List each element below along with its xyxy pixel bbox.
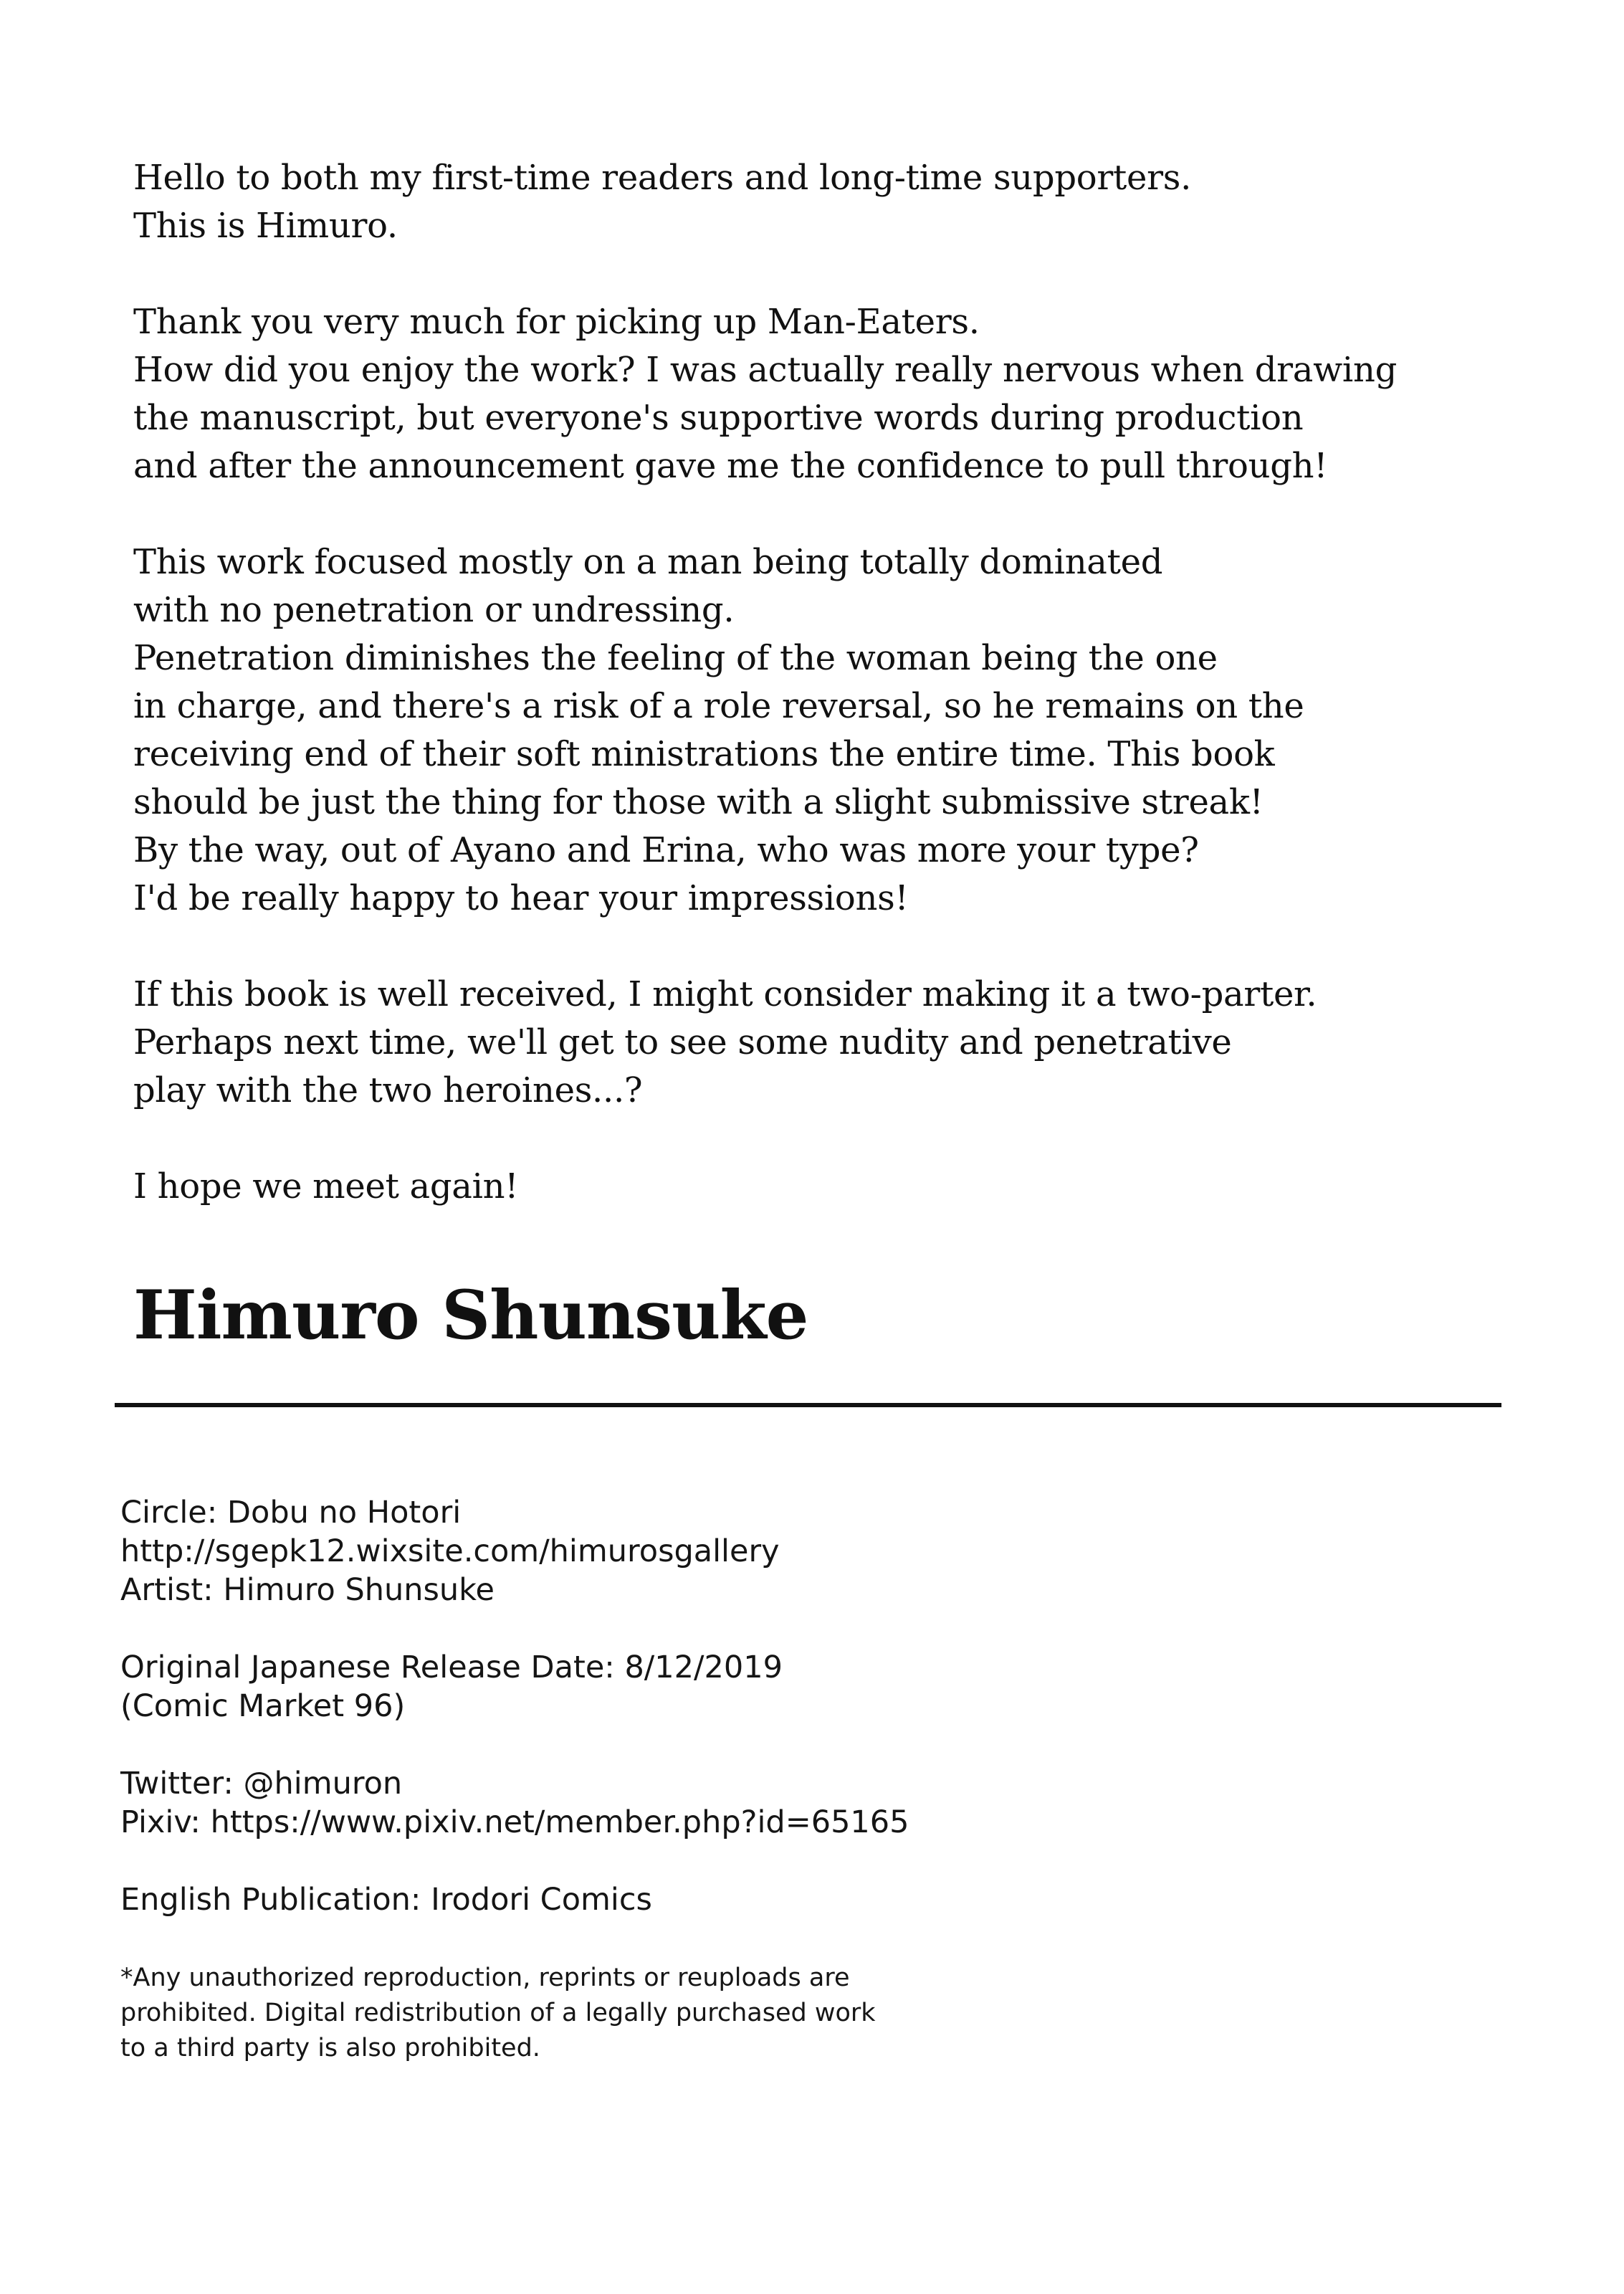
afterword-paragraph-greeting bbox=[133, 154, 1531, 250]
text-line: I hope we meet again! bbox=[133, 1166, 519, 1207]
text-line: By the way, out of Ayano and Erina, who was more your type? bbox=[133, 830, 1199, 870]
text-line: in charge, and there's a risk of a role reversal, so he remains on the bbox=[133, 686, 1304, 726]
text-line: play with the two heroines...? bbox=[133, 1070, 643, 1110]
release-date: Original Japanese Release Date: 8/12/2019 bbox=[120, 1650, 783, 1685]
text-line: If this book is well received, I might consider making it a two-parter. bbox=[133, 974, 1317, 1014]
divider-line bbox=[115, 1403, 1501, 1407]
circle-website-link[interactable]: http://sgepk12.wixsite.com/himurosgallery bbox=[120, 1533, 780, 1569]
twitter-handle[interactable]: Twitter: @himuron bbox=[120, 1766, 403, 1802]
text-line: Thank you very much for picking up Man-Eaters. bbox=[133, 302, 980, 342]
text-line: How did you enjoy the work? I was actually really nervous when drawing bbox=[133, 350, 1397, 390]
artist-name: Artist: Himuro Shunsuke bbox=[120, 1572, 495, 1608]
credits-block bbox=[120, 1493, 1482, 1958]
text-line: Perhaps next time, we'll get to see some nudity and penetrative bbox=[133, 1022, 1232, 1062]
afterword-paragraph-thanks bbox=[133, 298, 1531, 490]
afterword-paragraph-work bbox=[133, 538, 1531, 923]
text-line: should be just the thing for those with a slight submissive streak! bbox=[133, 782, 1264, 822]
text-line: I'd be really happy to hear your impressions! bbox=[133, 878, 909, 918]
copyright-notice bbox=[120, 1961, 876, 2066]
author-signature: Himuro Shunsuke bbox=[133, 1276, 808, 1355]
text-line: This work focused mostly on a man being totally dominated bbox=[133, 542, 1163, 582]
text-line: receiving end of their soft ministrations the entire time. This book bbox=[133, 734, 1275, 774]
afterword-text bbox=[133, 154, 1531, 1211]
text-line: the manuscript, but everyone's supportive words during production bbox=[133, 398, 1304, 438]
text-line: Hello to both my first-time readers and long-time supporters. bbox=[133, 158, 1192, 198]
notice-line: to a third party is also prohibited. bbox=[120, 2034, 540, 2062]
text-line: This is Himuro. bbox=[133, 206, 398, 246]
afterword-paragraph-sequel bbox=[133, 971, 1531, 1115]
text-line: and after the announcement gave me the confidence to pull through! bbox=[133, 446, 1328, 486]
notice-line: *Any unauthorized reproduction, reprints or reuploads are bbox=[120, 1964, 850, 1992]
credits-release-info bbox=[120, 1648, 1482, 1726]
release-event: (Comic Market 96) bbox=[120, 1688, 406, 1724]
english-publisher: English Publication: Irodori Comics bbox=[120, 1882, 652, 1918]
text-line: Penetration diminishes the feeling of the woman being the one bbox=[133, 638, 1218, 678]
text-line: with no penetration or undressing. bbox=[133, 590, 735, 630]
credits-publisher bbox=[120, 1880, 1482, 1919]
afterword-paragraph-closing bbox=[133, 1163, 1531, 1211]
notice-line: prohibited. Digital redistribution of a legally purchased work bbox=[120, 1999, 876, 2027]
circle-name: Circle: Dobu no Hotori bbox=[120, 1495, 462, 1531]
credits-social-links bbox=[120, 1764, 1482, 1842]
pixiv-link[interactable]: Pixiv: https://www.pixiv.net/member.php?id=65165 bbox=[120, 1804, 909, 1840]
credits-circle-info bbox=[120, 1493, 1482, 1609]
